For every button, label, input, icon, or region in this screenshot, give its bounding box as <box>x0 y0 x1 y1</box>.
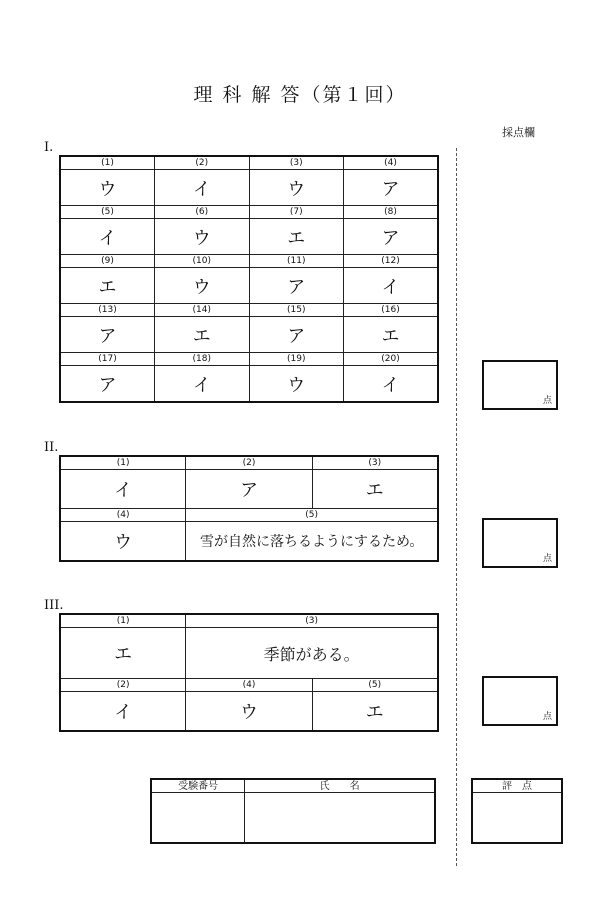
answer-cell: イ <box>344 268 439 304</box>
answer-cell: イ <box>60 470 186 509</box>
answer-cell: ア <box>60 317 155 353</box>
question-number: (2) <box>186 456 312 470</box>
answer-cell: ア <box>60 366 155 403</box>
answer-cell: エ <box>312 692 438 732</box>
section-2-score-box[interactable] <box>482 518 558 568</box>
answer-cell: ア <box>249 317 344 353</box>
section-1-label: I. <box>44 140 54 155</box>
answer-cell: エ <box>249 219 344 255</box>
question-number: (2) <box>155 156 250 170</box>
score-unit: 点 <box>542 396 552 406</box>
question-number: (18) <box>155 353 250 366</box>
section-3-score-box[interactable] <box>482 676 558 726</box>
answer-cell: ア <box>186 470 312 509</box>
grade-label: 評 点 <box>472 779 562 793</box>
answer-cell: ウ <box>155 268 250 304</box>
answer-cell: ウ <box>60 522 186 562</box>
answer-cell: イ <box>60 692 186 732</box>
question-number: (4) <box>344 156 439 170</box>
answer-cell: ウ <box>249 170 344 206</box>
answer-cell: 雪が自然に落ちるようにするため。 <box>186 522 438 562</box>
question-number: (10) <box>155 255 250 268</box>
question-number: (17) <box>60 353 155 366</box>
section-3-label: III. <box>44 598 64 613</box>
cut-line-divider <box>456 148 457 866</box>
question-number: (19) <box>249 353 344 366</box>
answer-cell: エ <box>60 268 155 304</box>
question-number: (1) <box>60 456 186 470</box>
answer-cell: 季節がある。 <box>186 628 438 679</box>
answer-cell: エ <box>155 317 250 353</box>
answer-cell: ウ <box>155 219 250 255</box>
name-field[interactable] <box>245 793 435 844</box>
answer-cell: イ <box>155 170 250 206</box>
question-number: (3) <box>249 156 344 170</box>
question-number: (12) <box>344 255 439 268</box>
score-unit: 点 <box>542 712 552 722</box>
question-number: (8) <box>344 206 439 219</box>
question-number: (3) <box>312 456 438 470</box>
answer-cell: ウ <box>249 366 344 403</box>
answer-cell: ウ <box>186 692 312 732</box>
question-number: (2) <box>60 679 186 692</box>
answer-cell: ア <box>249 268 344 304</box>
question-number: (11) <box>249 255 344 268</box>
grade-field[interactable] <box>472 793 562 844</box>
section-3-answer-table <box>59 613 439 732</box>
question-number: (5) <box>312 679 438 692</box>
exam-number-label: 受験番号 <box>151 779 245 793</box>
question-number: (20) <box>344 353 439 366</box>
answer-cell: ウ <box>60 170 155 206</box>
answer-cell: イ <box>155 366 250 403</box>
question-number: (16) <box>344 304 439 317</box>
question-number: (13) <box>60 304 155 317</box>
answer-cell: ア <box>344 170 439 206</box>
score-column-label: 採点欄 <box>502 126 535 139</box>
answer-cell: エ <box>344 317 439 353</box>
answer-cell: イ <box>344 366 439 403</box>
question-number: (6) <box>155 206 250 219</box>
answer-cell: ア <box>344 219 439 255</box>
question-number: (9) <box>60 255 155 268</box>
name-label: 氏 名 <box>245 779 435 793</box>
answer-cell: エ <box>60 628 186 679</box>
section-1-answer-table <box>59 155 439 403</box>
question-number: (14) <box>155 304 250 317</box>
question-number: (4) <box>186 679 312 692</box>
page-title: 理 科 解 答（第１回） <box>193 84 407 106</box>
grade-table <box>471 778 563 844</box>
section-1-score-box[interactable] <box>482 360 558 410</box>
answer-cell: イ <box>60 219 155 255</box>
section-2-answer-table <box>59 455 439 562</box>
section-2-label: II. <box>44 440 59 455</box>
question-number: (3) <box>186 614 438 628</box>
student-info-table <box>150 778 436 844</box>
answer-cell: エ <box>312 470 438 509</box>
question-number: (1) <box>60 614 186 628</box>
question-number: (5) <box>60 206 155 219</box>
exam-number-field[interactable] <box>151 793 245 844</box>
score-unit: 点 <box>542 554 552 564</box>
question-number: (4) <box>60 509 186 522</box>
question-number: (15) <box>249 304 344 317</box>
question-number: (5) <box>186 509 438 522</box>
question-number: (7) <box>249 206 344 219</box>
question-number: (1) <box>60 156 155 170</box>
